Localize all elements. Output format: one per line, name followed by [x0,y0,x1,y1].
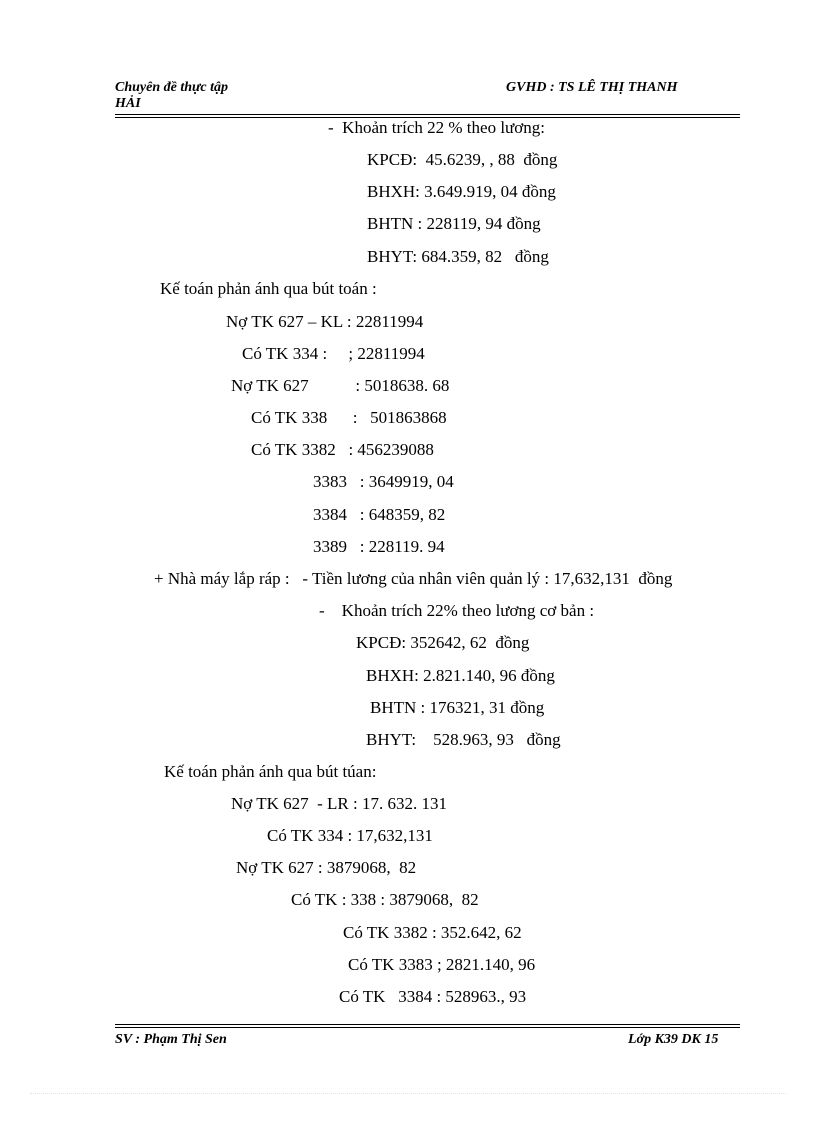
body-line: KPCĐ: 352642, 62 đồng [356,633,530,652]
body-line: 3389 : 228119. 94 [313,537,445,556]
body-line: Nợ TK 627 - LR : 17. 632. 131 [231,794,447,813]
body-line: BHYT: 684.359, 82 đồng [367,247,549,266]
body-line: KPCĐ: 45.6239, , 88 đồng [367,150,558,169]
body-line: - Khoản trích 22 % theo lương: [328,118,545,137]
footer-rule-top [115,1024,740,1025]
body-line: Có TK 3382 : 456239088 [251,440,434,459]
body-line: + Nhà máy lắp ráp : - Tiền lương của nhân viên quản lý : 17,632,131 đồng [154,569,673,588]
header-rule-top [115,114,740,115]
body-line: Nợ TK 627 : 5018638. 68 [231,376,450,395]
body-line: BHYT: 528.963, 93 đồng [366,730,561,749]
body-line: BHXH: 2.821.140, 96 đồng [366,666,555,685]
body-line: BHXH: 3.649.919, 04 đồng [367,182,556,201]
body-line: Kế toán phản ánh qua bút toán : [160,279,377,298]
body-line: Nợ TK 627 – KL : 22811994 [226,312,424,331]
body-line: Có TK 3382 : 352.642, 62 [343,923,522,942]
body-line: 3384 : 648359, 82 [313,505,446,524]
body-line: 3383 : 3649919, 04 [313,472,454,491]
body-line: Có TK 334 : ; 22811994 [242,344,425,363]
body-line: Có TK 334 : 17,632,131 [267,826,433,845]
body-line: Có TK 338 : 501863868 [251,408,447,427]
body-line: Kế toán phản ánh qua bút túan: [164,762,377,781]
body-line: - Khoản trích 22% theo lương cơ bản : [319,601,595,620]
body-line: BHTN : 176321, 31 đồng [370,698,545,717]
body-line: Có TK : 338 : 3879068, 82 [291,890,479,909]
body-line: Nợ TK 627 : 3879068, 82 [236,858,417,877]
header-left-line2: HẢI [115,96,141,111]
header-right: GVHD : TS LÊ THỊ THANH [506,80,678,95]
footer-left: SV : Phạm Thị Sen [115,1032,227,1047]
body-line: Có TK 3384 : 528963., 93 [339,987,527,1006]
page-edge-dotted-line [30,1093,786,1094]
footer-right: Lớp K39 DK 15 [628,1032,719,1047]
footer-rule-bottom [115,1027,740,1028]
body-line: BHTN : 228119, 94 đồng [367,214,541,233]
header-left-line1: Chuyên đề thực tập [115,80,229,95]
body-line: Có TK 3383 ; 2821.140, 96 [348,955,536,974]
